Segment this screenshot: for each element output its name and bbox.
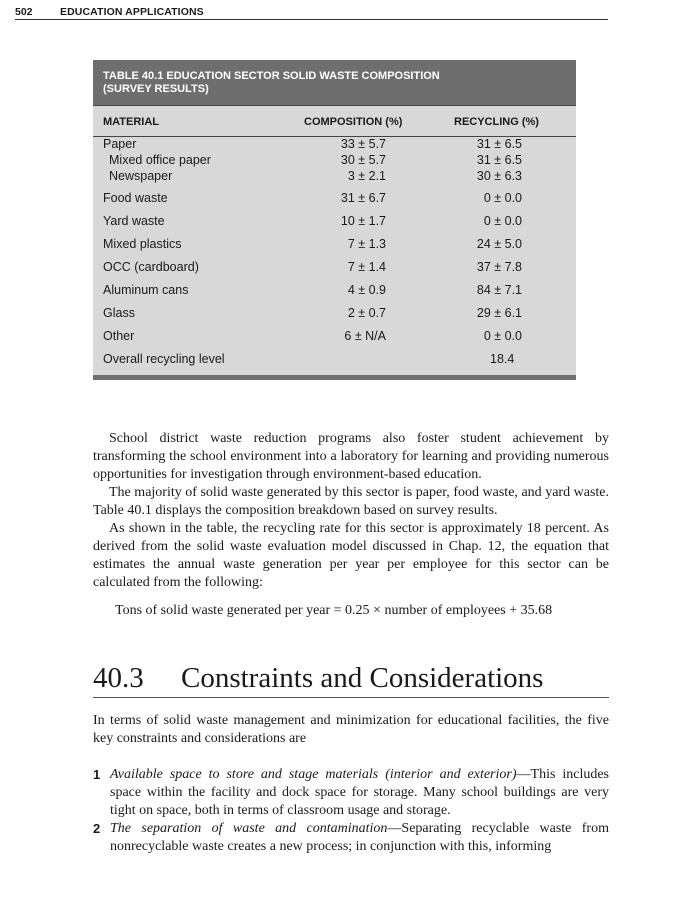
cell-recycling: 0 ± 0.0 bbox=[483, 214, 522, 228]
column-header-composition: COMPOSITION (%) bbox=[304, 116, 403, 128]
paragraph: School district waste reduction programs also foster student achievement by transforming the school environment into a laboratory for learning and providing numerous opportunities for investigation through environment-based education. bbox=[93, 431, 609, 482]
table-row bbox=[93, 329, 576, 347]
cell-composition: 6 ± N/A bbox=[344, 329, 386, 343]
paragraph: The majority of solid waste generated by this sector is paper, food waste, and yard waste. Table 40.1 displays the composition breakdown based on survey results. bbox=[93, 485, 609, 518]
table-row bbox=[93, 306, 576, 324]
section-number: 40.3 bbox=[93, 662, 144, 694]
section-title: Constraints and Considerations bbox=[181, 662, 544, 694]
cell-composition: 31 ± 6.7 bbox=[340, 191, 386, 205]
cell-recycling: 37 ± 7.8 bbox=[476, 260, 522, 274]
section-heading bbox=[93, 660, 609, 698]
cell-recycling: 0 ± 0.0 bbox=[483, 329, 522, 343]
table-40-1 bbox=[93, 60, 576, 380]
list-item bbox=[93, 820, 609, 856]
cell-recycling: 30 ± 6.3 bbox=[476, 169, 522, 183]
cell-material: Other bbox=[103, 329, 135, 343]
cell-recycling: 24 ± 5.0 bbox=[476, 237, 522, 251]
list-item-heading: Available space to store and stage materials (interior and exterior) bbox=[110, 767, 517, 782]
cell-recycling: 0 ± 0.0 bbox=[483, 191, 522, 205]
cell-recycling: 84 ± 7.1 bbox=[476, 283, 522, 297]
cell-recycling: 29 ± 6.1 bbox=[476, 306, 522, 320]
cell-composition: 4 ± 0.9 bbox=[347, 283, 386, 297]
cell-recycling: 31 ± 6.5 bbox=[476, 137, 522, 151]
paragraph: As shown in the table, the recycling rate for this sector is approximately 18 percent. As derived from the solid waste evaluation model discussed in Chap. 12, the equation that estimates the annual waste generation per year per employee for this sector can be calculated from the following: bbox=[93, 521, 609, 590]
table-row bbox=[93, 283, 576, 301]
table-caption bbox=[93, 60, 576, 105]
table-row bbox=[93, 260, 576, 278]
column-header-recycling: RECYCLING (%) bbox=[454, 116, 539, 128]
table-caption-line2: (SURVEY RESULTS) bbox=[103, 83, 209, 95]
cell-composition: 7 ± 1.3 bbox=[347, 237, 386, 251]
body-paragraphs bbox=[93, 430, 609, 592]
paragraph: In terms of solid waste management and minimization for educational facilities, the five key constraints and considerations are bbox=[93, 713, 609, 746]
cell-composition: 10 ± 1.7 bbox=[340, 214, 386, 228]
list-item-text: —Separating recyclable waste from nonrecyclable waste creates a new process; in conjunction with this, informing bbox=[110, 821, 609, 854]
cell-material: Mixed plastics bbox=[103, 237, 182, 251]
table-row bbox=[93, 214, 576, 232]
cell-material: Food waste bbox=[103, 191, 168, 205]
cell-composition: 7 ± 1.4 bbox=[347, 260, 386, 274]
cell-composition: 33 ± 5.7 bbox=[340, 137, 386, 151]
page-number: 502 bbox=[15, 6, 33, 18]
table-row bbox=[93, 169, 576, 187]
cell-material: Paper bbox=[103, 137, 137, 151]
list-marker: 1 bbox=[93, 767, 101, 782]
cell-material: Overall recycling level bbox=[103, 352, 225, 366]
list-item bbox=[93, 766, 609, 820]
cell-recycling: 31 ± 6.5 bbox=[476, 153, 522, 167]
equation: Tons of solid waste generated per year = 0.25 × number of employees + 35.68 bbox=[115, 603, 553, 618]
cell-recycling: 18.4 bbox=[490, 352, 515, 366]
running-header bbox=[15, 5, 608, 20]
table-header-row bbox=[93, 105, 576, 137]
cell-material: Glass bbox=[103, 306, 135, 320]
cell-composition: 2 ± 0.7 bbox=[347, 306, 386, 320]
cell-material: OCC (cardboard) bbox=[103, 260, 199, 274]
numbered-list bbox=[93, 766, 609, 856]
column-header-material: MATERIAL bbox=[103, 116, 160, 128]
cell-composition: 30 ± 5.7 bbox=[340, 153, 386, 167]
section-intro bbox=[93, 712, 609, 748]
cell-composition: 3 ± 2.1 bbox=[347, 169, 386, 183]
cell-material: Mixed office paper bbox=[109, 153, 211, 167]
running-title: EDUCATION APPLICATIONS bbox=[60, 6, 204, 18]
table-row-overall bbox=[93, 352, 576, 370]
table-row bbox=[93, 191, 576, 209]
cell-material: Yard waste bbox=[103, 214, 165, 228]
table-caption-line1: TABLE 40.1 EDUCATION SECTOR SOLID WASTE COMPOSITION bbox=[103, 70, 440, 82]
list-item-heading: The separation of waste and contamination bbox=[110, 821, 388, 836]
list-item-text: —This includes space within the facility and dock space for storage. Many school buildings are very tight on space, both in terms of classroom usage and storage. bbox=[110, 767, 610, 818]
cell-material: Aluminum cans bbox=[103, 283, 189, 297]
table-row bbox=[93, 237, 576, 255]
cell-material: Newspaper bbox=[109, 169, 173, 183]
list-marker: 2 bbox=[93, 821, 101, 836]
